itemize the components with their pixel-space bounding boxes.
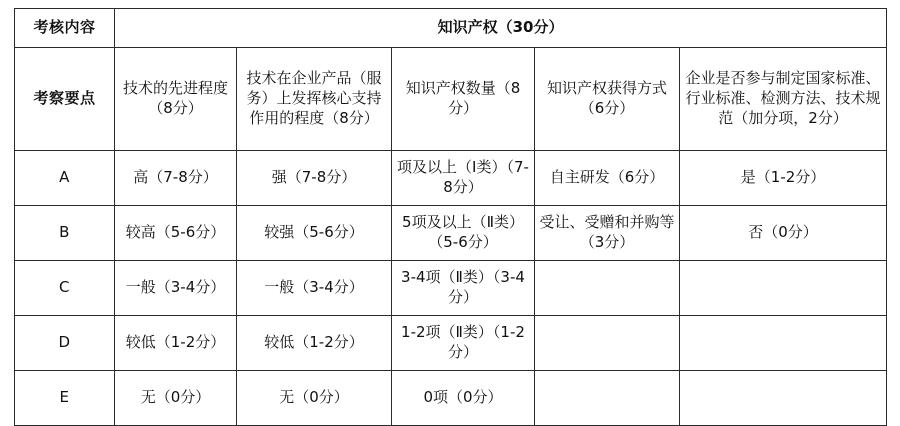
cell-b-tech-support: 较强（5-6分） (237, 206, 392, 261)
column-header-tech-advance: 技术的先进程度（8分） (115, 48, 237, 151)
cell-b-tech-advance: 较高（5-6分） (115, 206, 237, 261)
column-header-ip-method: 知识产权获得方式（6分） (535, 48, 680, 151)
cell-a-tech-advance: 高（7-8分） (115, 151, 237, 206)
row-key-c: C (15, 261, 115, 316)
cell-d-standards (680, 316, 887, 371)
row-key-a: A (15, 151, 115, 206)
cell-b-standards: 否（0分） (680, 206, 887, 261)
cell-a-tech-support: 强（7-8分） (237, 151, 392, 206)
cell-d-ip-count: 1-2项（Ⅱ类）（1-2分） (392, 316, 535, 371)
row-key-b: B (15, 206, 115, 261)
cell-c-tech-support: 一般（3-4分） (237, 261, 392, 316)
table-row (15, 206, 887, 261)
cell-c-ip-method (535, 261, 680, 316)
table-row (15, 371, 887, 426)
criteria-label-cell: 考核内容 (15, 9, 115, 48)
row-key-e: E (15, 371, 115, 426)
cell-e-tech-support: 无（0分） (237, 371, 392, 426)
cell-b-ip-method: 受让、受赠和并购等（3分） (535, 206, 680, 261)
cell-c-ip-count: 3-4项（Ⅱ类）（3-4分） (392, 261, 535, 316)
table-header-row (15, 9, 887, 48)
cell-d-ip-method (535, 316, 680, 371)
cell-a-ip-count: 项及以上（Ⅰ类）（7-8分） (392, 151, 535, 206)
cell-e-tech-advance: 无（0分） (115, 371, 237, 426)
table-row (15, 151, 887, 206)
column-header-tech-support: 技术在企业产品（服务）上发挥核心支持作用的程度（8分） (237, 48, 392, 151)
cell-e-ip-count: 0项（0分） (392, 371, 535, 426)
cell-e-standards (680, 371, 887, 426)
table-row (15, 261, 887, 316)
row-key-d: D (15, 316, 115, 371)
cell-c-tech-advance: 一般（3-4分） (115, 261, 237, 316)
points-label-cell: 考察要点 (15, 48, 115, 151)
cell-d-tech-advance: 较低（1-2分） (115, 316, 237, 371)
cell-a-ip-method: 自主研发（6分） (535, 151, 680, 206)
column-header-standards: 企业是否参与制定国家标准、行业标准、检测方法、技术规范（加分项，2分） (680, 48, 887, 151)
table-column-header-row (15, 48, 887, 151)
cell-c-standards (680, 261, 887, 316)
evaluation-table (14, 8, 887, 426)
cell-a-standards: 是（1-2分） (680, 151, 887, 206)
cell-e-ip-method (535, 371, 680, 426)
cell-d-tech-support: 较低（1-2分） (237, 316, 392, 371)
column-header-ip-count: 知识产权数量（8分） (392, 48, 535, 151)
cell-b-ip-count: 5项及以上（Ⅱ类）（5-6分） (392, 206, 535, 261)
table-row (15, 316, 887, 371)
group-title-cell: 知识产权（30分） (115, 9, 887, 48)
